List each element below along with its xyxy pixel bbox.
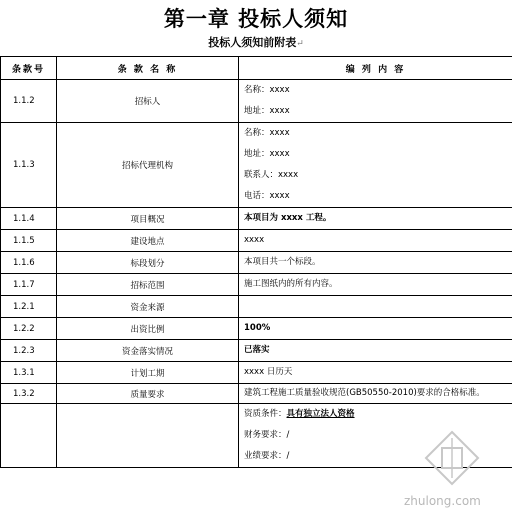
content-line: 本项目共一个标段。 (244, 257, 321, 267)
content-line: 联系人：xxxx (244, 170, 299, 180)
table-row (1, 208, 512, 230)
watermark (394, 428, 504, 508)
clause-no: 1.3.1 (1, 362, 57, 384)
table-row (1, 80, 512, 123)
clause-content (239, 80, 512, 123)
clause-no: 1.1.3 (1, 123, 57, 208)
content-line (244, 404, 508, 425)
clause-name: 招标范围 (57, 274, 239, 296)
clause-no: 1.3.2 (1, 384, 57, 404)
table-row (1, 340, 512, 362)
clause-name: 质量要求 (57, 384, 239, 404)
content-line: 本项目为 xxxx 工程。 (244, 213, 332, 223)
content-line: 业绩要求：/ (244, 451, 290, 461)
clause-content (239, 340, 512, 362)
clause-content (239, 274, 512, 296)
header-clause-name: 条 款 名 称 (57, 57, 239, 80)
front-table (0, 56, 512, 468)
content-line: 名称：xxxx (244, 128, 290, 138)
table-row (1, 123, 512, 208)
qualification-value: 具有独立法人资格 (286, 409, 355, 419)
building-logo-icon (422, 428, 482, 488)
clause-content (239, 296, 512, 318)
clause-content (239, 362, 512, 384)
content-line: 地址：xxxx (244, 149, 290, 159)
content-line: 100% (244, 323, 271, 333)
content-line: 电话：xxxx (244, 191, 290, 201)
clause-name: 出资比例 (57, 318, 239, 340)
clause-name: 标段划分 (57, 252, 239, 274)
clause-content (239, 252, 512, 274)
content-line: xxxx 日历天 (244, 367, 293, 377)
clause-content (239, 384, 512, 404)
paragraph-mark-icon: ↵ (296, 39, 304, 49)
subtitle-text: 投标人须知前附表 (208, 36, 297, 49)
table-row (1, 384, 512, 404)
table-row (1, 274, 512, 296)
clause-name: 资金落实情况 (57, 340, 239, 362)
content-line (244, 296, 508, 317)
header-content: 编 列 内 容 (239, 57, 512, 80)
clause-no: 1.2.1 (1, 296, 57, 318)
table-row (1, 230, 512, 252)
clause-no: 1.1.7 (1, 274, 57, 296)
clause-no: 1.2.2 (1, 318, 57, 340)
clause-name: 项目概况 (57, 208, 239, 230)
clause-content (239, 123, 512, 208)
content-line: 施工图纸内的所有内容。 (244, 279, 338, 289)
watermark-text: zhulong.com (404, 494, 481, 508)
clause-name: 招标人 (57, 80, 239, 123)
table-row (1, 318, 512, 340)
qualification-label: 资质条件： (244, 409, 287, 419)
table-row (1, 362, 512, 384)
clause-name: 建设地点 (57, 230, 239, 252)
clause-no (1, 404, 57, 468)
clause-content (239, 318, 512, 340)
content-line: 已落实 (244, 345, 270, 355)
clause-no: 1.1.5 (1, 230, 57, 252)
content-line: 建筑工程施工质量验收规范(GB50550-2010)要求的合格标准。 (244, 388, 485, 398)
clause-no: 1.2.3 (1, 340, 57, 362)
table-header-row (1, 57, 512, 80)
page-subtitle (0, 34, 512, 52)
clause-no: 1.1.6 (1, 252, 57, 274)
clause-name: 资金来源 (57, 296, 239, 318)
header-clause-no: 条款号 (1, 57, 57, 80)
clause-content (239, 230, 512, 252)
clause-name: 招标代理机构 (57, 123, 239, 208)
content-line: 地址：xxxx (244, 106, 290, 116)
page-title: 第一章 投标人须知 (163, 6, 349, 31)
table-row (1, 296, 512, 318)
clause-content (239, 208, 512, 230)
content-line: 名称：xxxx (244, 85, 290, 95)
clause-name (57, 404, 239, 468)
content-line: xxxx (244, 235, 265, 245)
table-row (1, 252, 512, 274)
clause-no: 1.1.4 (1, 208, 57, 230)
content-line: 财务要求：/ (244, 430, 290, 440)
clause-no: 1.1.2 (1, 80, 57, 123)
clause-name: 计划工期 (57, 362, 239, 384)
